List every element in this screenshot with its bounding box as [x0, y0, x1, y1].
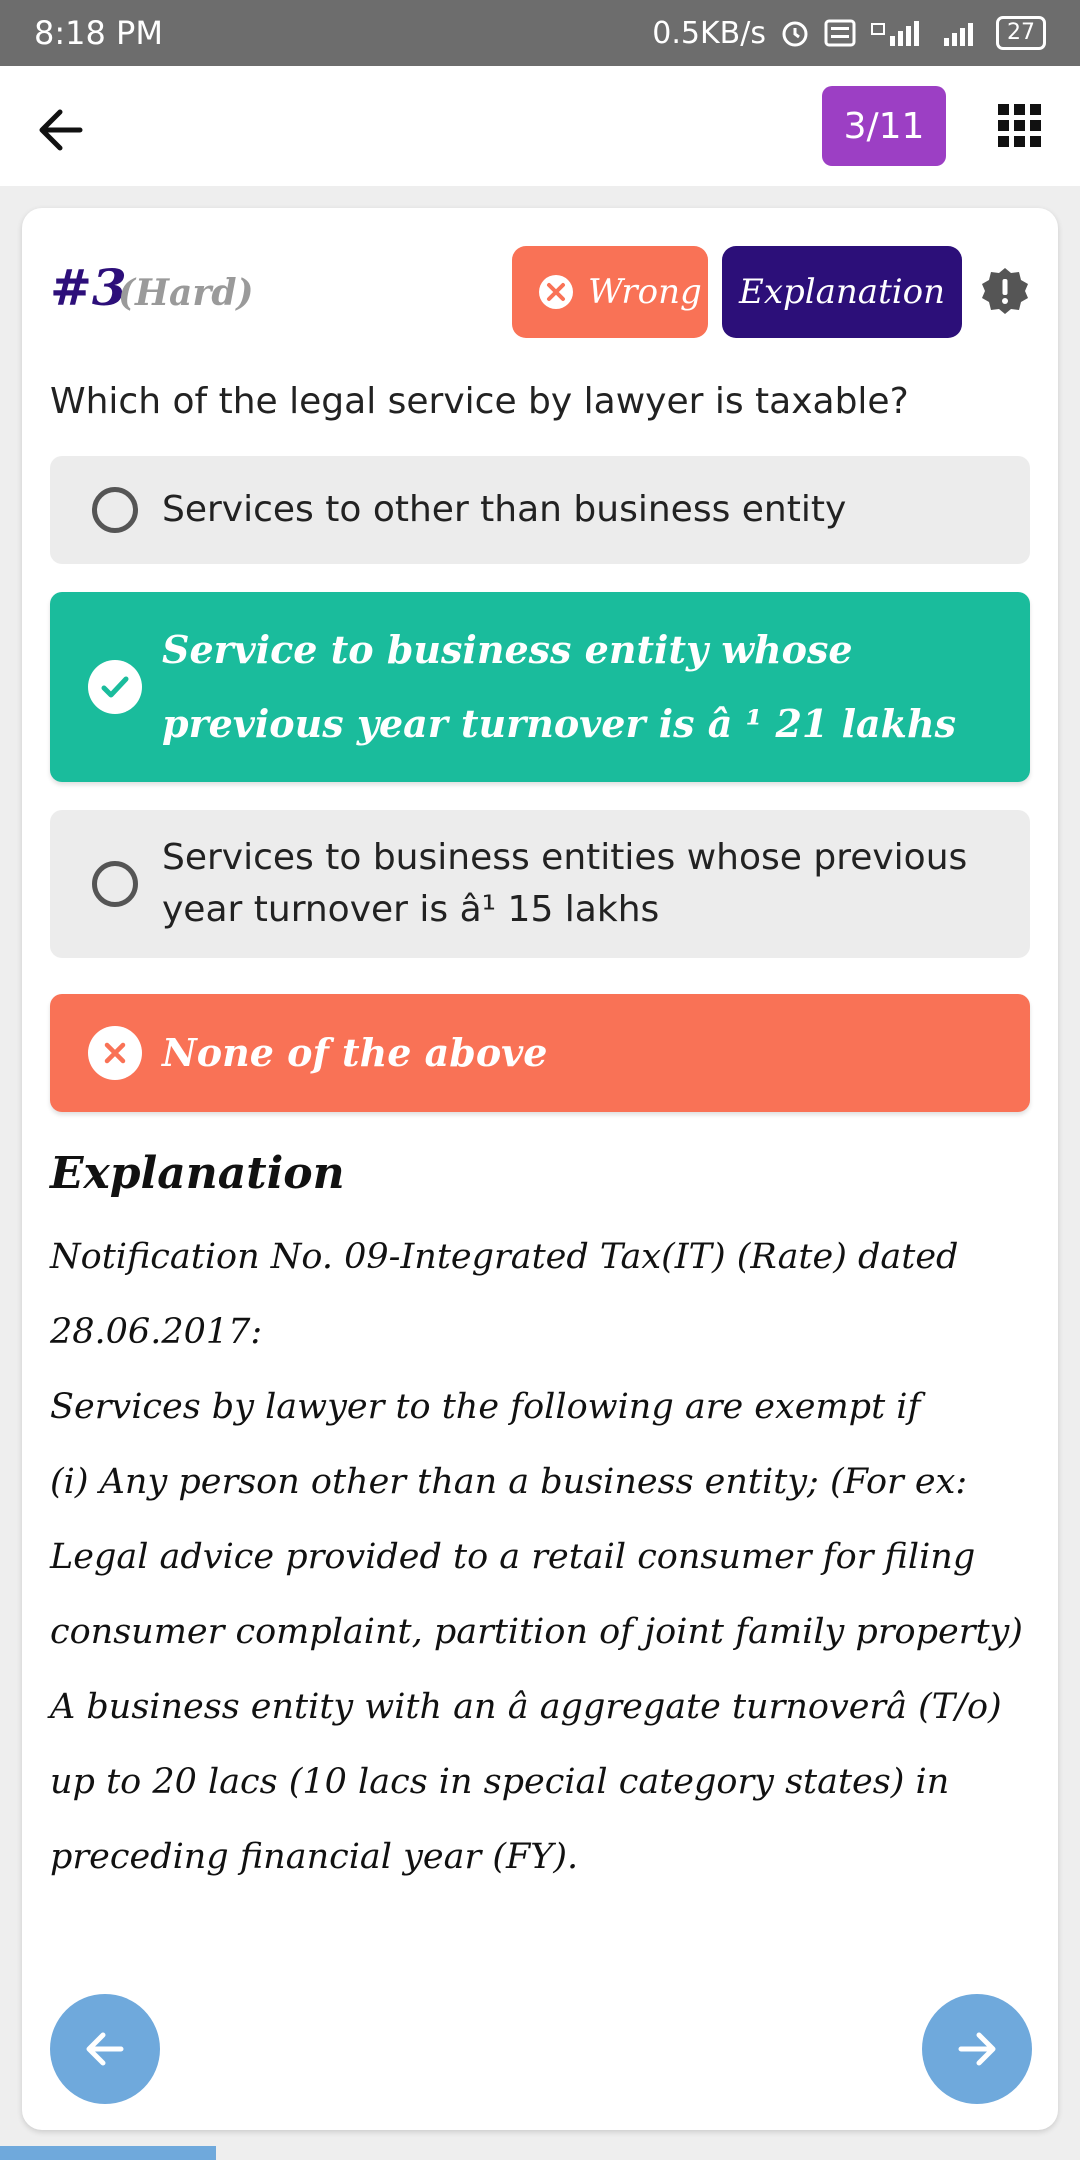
question-text: Which of the legal service by lawyer is taxable? [50, 381, 909, 422]
option-2-correct[interactable] [50, 592, 1030, 782]
option-text: Services to business entities whose previous year turnover is â¹ 15 lakhs [162, 837, 968, 930]
question-counter[interactable] [822, 86, 946, 166]
close-circle-icon [538, 274, 574, 310]
battery-level: 27 [1007, 20, 1035, 45]
back-arrow-icon [32, 100, 92, 160]
close-circle-icon [88, 1026, 142, 1080]
option-text: Service to business entity whose previous year turnover is â ¹ 21 lakhs [162, 627, 956, 746]
check-circle-icon [88, 660, 142, 714]
grid-menu-icon [996, 102, 1044, 150]
option-text: Services to other than business entity [162, 489, 847, 530]
explanation-body: Notification No. 09-Integrated Tax(IT) (Rate) dated 28.06.2017: Services by lawyer to the following are exempt if (i) Any person other than a business entity; (For ex: Legal advice provided to a retail consumer for filing consumer complaint, partition of joint family property) A business entity with an â aggregate turnoverâ (T/o) up to 20 lacs (10 lacs in special category states) in preceding financial year (FY). [50, 1237, 1023, 1877]
grid-menu-button[interactable] [996, 102, 1044, 150]
alert-badge-icon [980, 266, 1030, 316]
question-difficulty: (Hard) [118, 272, 254, 314]
arrow-left-icon [77, 2021, 133, 2077]
report-button[interactable] [980, 266, 1030, 316]
status-time: 8:18 PM [34, 14, 163, 52]
explanation-title: Explanation [50, 1148, 345, 1199]
status-icons [652, 16, 1046, 51]
back-button[interactable] [32, 100, 92, 160]
counter-label: 3/11 [843, 105, 925, 147]
4g-signal-icon [870, 18, 926, 48]
volte-icon [824, 18, 856, 48]
option-3[interactable] [50, 810, 1030, 958]
option-text: None of the above [162, 1030, 548, 1075]
radio-unchecked-icon [92, 487, 138, 533]
network-speed: 0.5KB/s [652, 15, 766, 51]
previous-question-button[interactable] [50, 1994, 160, 2104]
question-card [22, 208, 1058, 2130]
app-bar [0, 66, 1080, 186]
status-bar [0, 0, 1080, 66]
option-4-wrong[interactable] [50, 994, 1030, 1112]
wrong-result-button[interactable] [512, 246, 708, 338]
alarm-icon [780, 18, 810, 48]
radio-unchecked-icon [92, 861, 138, 907]
wrong-label: Wrong [588, 272, 702, 312]
signal-icon [940, 18, 982, 48]
question-number: #3 [50, 258, 127, 317]
progress-indicator [0, 2146, 216, 2160]
next-question-button[interactable] [922, 1994, 1032, 2104]
explanation-button-label: Explanation [739, 272, 945, 312]
option-1[interactable] [50, 456, 1030, 564]
explanation-button[interactable] [722, 246, 962, 338]
arrow-right-icon [949, 2021, 1005, 2077]
battery-icon [996, 16, 1046, 50]
